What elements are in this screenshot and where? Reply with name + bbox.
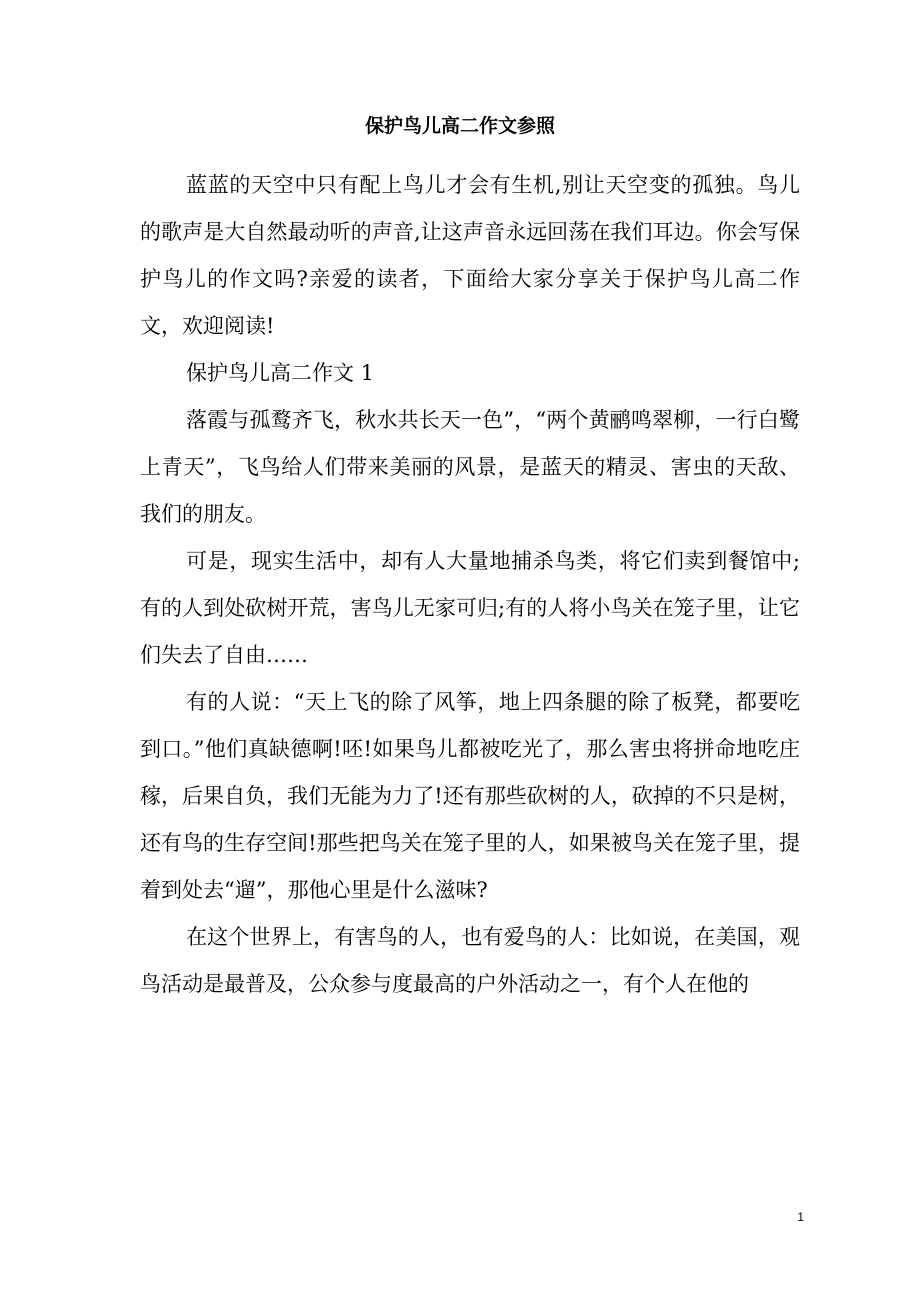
paragraph-poem: 落霞与孤鹜齐飞，秋水共长天一色”，“两个黄鹂鸣翠柳，一行白鹭上青天”，飞鸟给人们带来美丽的风景，是蓝天的精灵、害虫的天敌、我们的朋友。 bbox=[140, 408, 800, 526]
page-number: 1 bbox=[797, 1210, 804, 1224]
document-title: 保护鸟儿高二作文参照 bbox=[364, 115, 555, 137]
paragraph-quote: 有的人说：“天上飞的除了风筝，地上四条腿的除了板凳，都要吃到口。”他们真缺德啊!呸!如果鸟儿都被吃光了，那么害虫将拼命地吃庄稼，后果自负，我们无能为力了!还有那些砍树的人，砍掉的不只是树，还有鸟的生存空间!那些把鸟关在笼子里的人，如果被鸟关在笼子里，提着到处去“遛”，那他心里是什么滋味? bbox=[140, 690, 800, 902]
document-body bbox=[140, 162, 800, 1008]
paragraph-bird-lovers: 在这个世界上，有害鸟的人，也有爱鸟的人：比如说，在美国，观鸟活动是最普及，公众参与度最高的户外活动之一，有个人在他的 bbox=[140, 925, 800, 996]
section-heading: 保护鸟儿高二作文 1 bbox=[186, 361, 375, 385]
paragraph-intro: 蓝蓝的天空中只有配上鸟儿才会有生机,别让天空变的孤独。鸟儿的歌声是大自然最动听的声音,让这声音永远回荡在我们耳边。你会写保护鸟儿的作文吗?亲爱的读者，下面给大家分享关于保护鸟儿高二作文，欢迎阅读! bbox=[140, 173, 800, 338]
paragraph-reality: 可是，现实生活中，却有人大量地捕杀鸟类，将它们卖到餐馆中;有的人到处砍树开荒，害鸟儿无家可归;有的人将小鸟关在笼子里，让它们失去了自由…… bbox=[140, 549, 800, 667]
